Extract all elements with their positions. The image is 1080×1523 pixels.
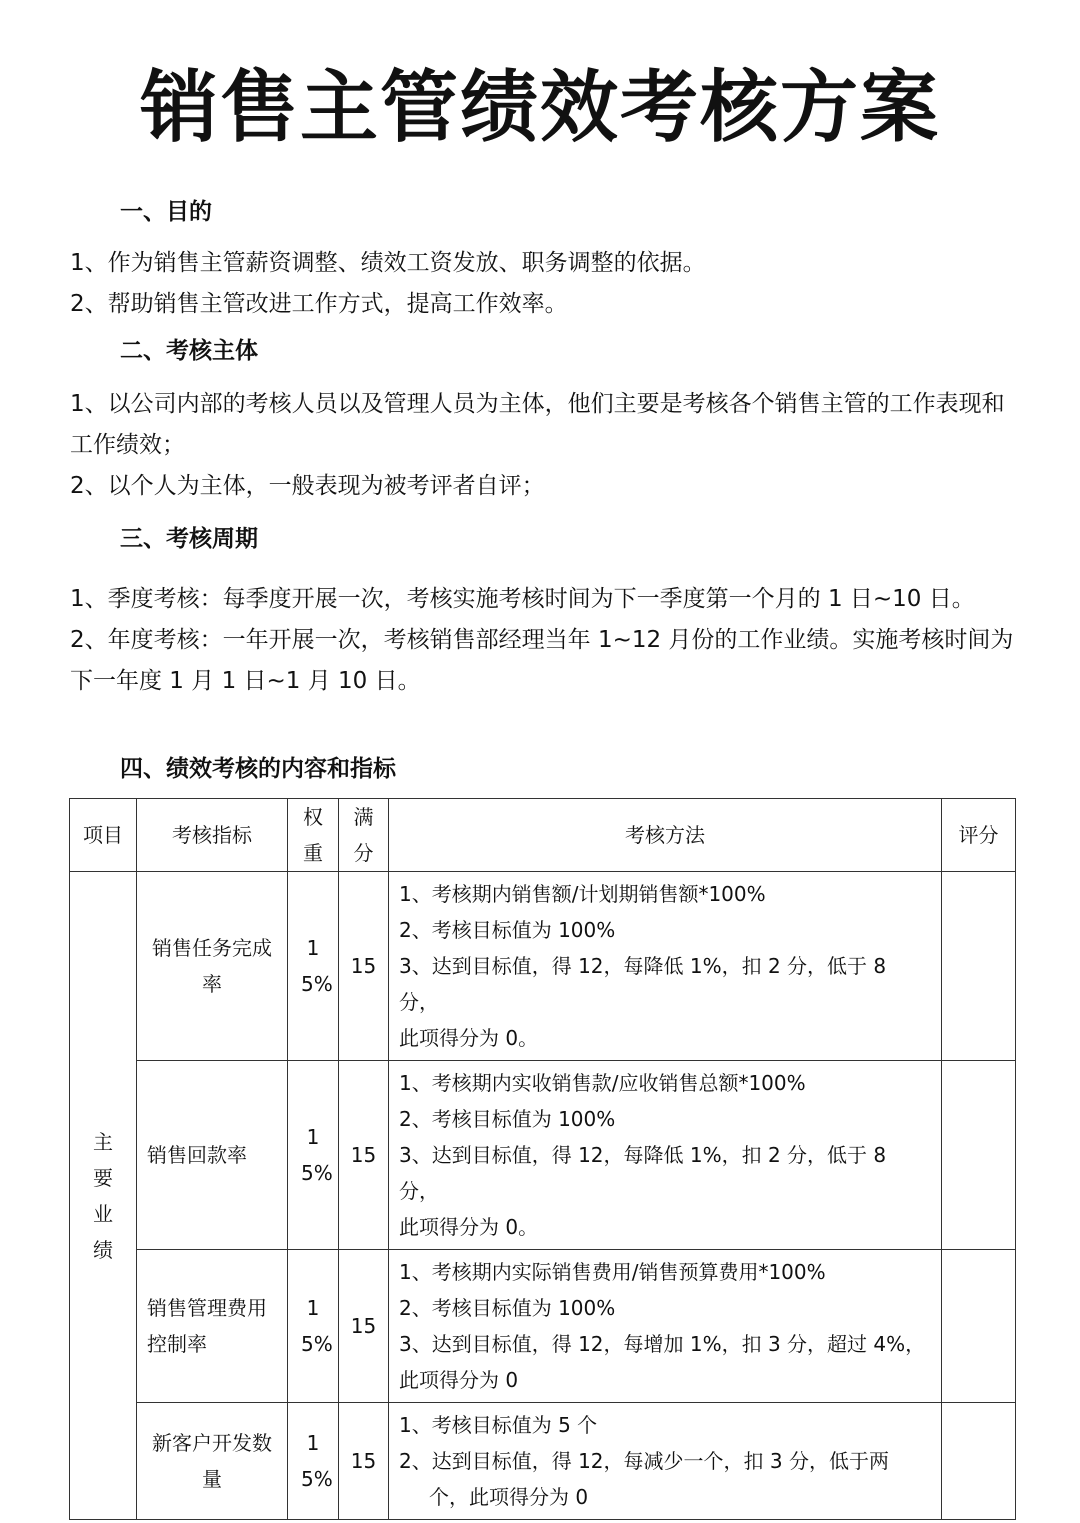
score-cell[interactable] xyxy=(942,1403,1016,1520)
method-line: 1、考核期内实际销售费用/销售预算费用*100% xyxy=(399,1260,826,1284)
section-body-subject xyxy=(70,384,1015,507)
performance-table xyxy=(69,798,1016,1520)
full-score-cell: 15 xyxy=(339,1061,389,1250)
paragraph: 1、作为销售主管薪资调整、绩效工资发放、职务调整的依据。 xyxy=(70,250,706,276)
full-score-cell: 15 xyxy=(339,1250,389,1403)
method-line: 3、达到目标值，得 12，每增加 1%，扣 3 分，超过 4%， xyxy=(399,1332,926,1356)
method-line: 3、达到目标值，得 12，每降低 1%，扣 2 分，低于 8 分， xyxy=(399,954,887,1014)
document-title: 销售主管绩效考核方案 xyxy=(139,63,940,153)
method-line: 2、达到目标值，得 12，每减少一个，扣 3 分，低于两 xyxy=(399,1449,889,1473)
score-cell[interactable] xyxy=(942,1250,1016,1403)
section-heading-indicators: 四、绩效考核的内容和指标 xyxy=(120,756,396,782)
method-line: 2、考核目标值为 100% xyxy=(399,918,616,942)
table-header-row xyxy=(70,799,1016,872)
method-line: 1、考核期内实收销售款/应收销售总额*100% xyxy=(399,1071,806,1095)
header-weight: 权重 xyxy=(288,799,339,872)
method-line: 1、考核目标值为 5 个 xyxy=(399,1413,598,1437)
paragraph: 1、以公司内部的考核人员以及管理人员为主体，他们主要是考核各个销售主管的工作表现和工作绩效； xyxy=(70,391,1005,458)
method-line: 2、考核目标值为 100% xyxy=(399,1296,616,1320)
full-score-cell: 15 xyxy=(339,1403,389,1520)
indicator-cell: 销售管理费用控制率 xyxy=(137,1250,288,1403)
section-body-cycle xyxy=(70,579,1015,702)
full-score-cell: 15 xyxy=(339,872,389,1061)
indicator-cell: 新客户开发数量 xyxy=(137,1403,288,1520)
paragraph: 2、年度考核：一年开展一次，考核销售部经理当年 1~12 月份的工作业绩。实施考核时间为下一年度 1 月 1 日~1 月 10 日。 xyxy=(70,627,1014,694)
indicator-cell: 销售任务完成率 xyxy=(137,872,288,1061)
header-method: 考核方法 xyxy=(389,799,942,872)
weight-cell: 15% xyxy=(288,1403,339,1520)
method-line: 此项得分为 0 xyxy=(399,1368,519,1392)
method-line: 3、达到目标值，得 12，每降低 1%，扣 2 分，低于 8 分， xyxy=(399,1143,887,1203)
table-row xyxy=(70,872,1016,1061)
method-cell xyxy=(389,1250,942,1403)
table-row xyxy=(70,1250,1016,1403)
method-cell xyxy=(389,872,942,1061)
weight-cell: 15% xyxy=(288,872,339,1061)
method-line: 此项得分为 0。 xyxy=(399,1215,539,1239)
group-cell: 主要业绩 xyxy=(70,872,137,1520)
paragraph: 2、以个人为主体，一般表现为被考评者自评； xyxy=(70,473,545,499)
section-body-purpose xyxy=(70,243,1015,325)
method-line: 2、考核目标值为 100% xyxy=(399,1107,616,1131)
indicator-cell: 销售回款率 xyxy=(137,1061,288,1250)
method-line: 个，此项得分为 0 xyxy=(429,1485,589,1509)
header-full-score: 满分 xyxy=(339,799,389,872)
paragraph: 2、帮助销售主管改进工作方式，提高工作效率。 xyxy=(70,291,568,317)
score-cell[interactable] xyxy=(942,1061,1016,1250)
header-indicator: 考核指标 xyxy=(137,799,288,872)
section-heading-cycle: 三、考核周期 xyxy=(120,526,258,552)
score-cell[interactable] xyxy=(942,872,1016,1061)
section-heading-purpose: 一、目的 xyxy=(120,199,212,225)
table-row xyxy=(70,1403,1016,1520)
weight-cell: 15% xyxy=(288,1061,339,1250)
paragraph: 1、季度考核：每季度开展一次，考核实施考核时间为下一季度第一个月的 1 日~10 日。 xyxy=(70,586,975,612)
weight-cell: 15% xyxy=(288,1250,339,1403)
method-line: 1、考核期内销售额/计划期销售额*100% xyxy=(399,882,766,906)
table-row xyxy=(70,1061,1016,1250)
method-cell xyxy=(389,1403,942,1520)
header-item: 项目 xyxy=(70,799,137,872)
method-cell xyxy=(389,1061,942,1250)
section-heading-subject: 二、考核主体 xyxy=(120,338,258,364)
method-line: 此项得分为 0。 xyxy=(399,1026,539,1050)
header-score: 评分 xyxy=(942,799,1016,872)
